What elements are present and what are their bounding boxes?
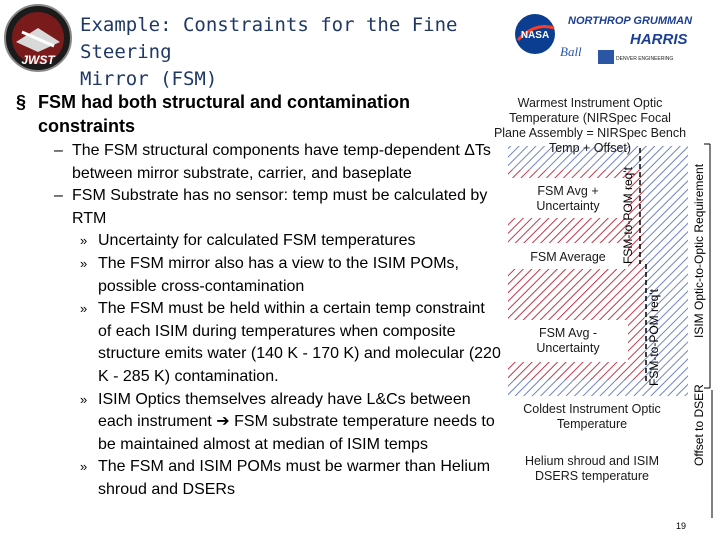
temperature-constraint-diagram <box>493 88 720 540</box>
isim-optic-req-label: ISIM Optic-to-Optic Requirement <box>692 163 706 338</box>
page-number: 19 <box>676 521 687 531</box>
bullet-marker: – <box>54 187 63 205</box>
bullet-subsub <box>12 456 502 501</box>
right-arrow-icon: ➔ <box>216 413 230 431</box>
header <box>0 0 720 90</box>
ball-logo-text: Ball <box>560 44 582 59</box>
warmest-optic-label: Warmest Instrument Optic Temperature (NIRSpec Focal Plane Assembly = NIRSpec Bench Temp + Offset) <box>493 96 687 155</box>
bullet-subsub-text: FSM substrate temperature needs to be maintained almost at median of ISIM temps <box>98 413 495 453</box>
bullet-sub <box>12 185 502 230</box>
slide-title <box>80 12 510 93</box>
bullet-main-text: FSM had both structural and contamination constraints <box>38 92 411 136</box>
bullet-subsub <box>12 230 502 253</box>
helium-shroud-label: Helium shroud and ISIM DSERS temperature <box>524 454 660 483</box>
harris-logo-text: HARRIS <box>630 31 688 48</box>
fsm-pom-req-lower-label: FSM-to-POM req't <box>647 289 661 386</box>
bullet-marker: – <box>54 142 63 159</box>
bullet-subsub <box>12 298 502 388</box>
northrop-logo-text: NORTHROP GRUMMAN <box>568 15 693 27</box>
bullet-sub <box>12 140 502 185</box>
bullet-list <box>12 90 502 502</box>
denver-logo-text: DENVER ENGINEERING <box>616 56 674 62</box>
bullet-subsub-text: The FSM and ISIM POMs must be warmer than Helium shroud and DSERs <box>98 458 491 498</box>
fsm-avg-plus-label: FSM Avg + Uncertainty <box>536 184 600 213</box>
nasa-logo-text: NASA <box>520 30 550 41</box>
jwst-logo-text: JWST <box>21 53 55 67</box>
bullet-main <box>12 90 502 138</box>
partner-logos <box>510 4 720 78</box>
fsm-pom-req-upper-label: FSM-to-POM req't <box>621 167 635 264</box>
bullet-subsub-text: ISIM Optics themselves already have L&Cs between each instrument <box>98 390 471 431</box>
bullet-sub-text: FSM Substrate has no sensor: temp must be calculated by RTM <box>72 187 488 227</box>
bullet-marker: § <box>16 92 27 112</box>
bullet-subsub-text: Uncertainty for calculated FSM temperatures <box>98 232 416 250</box>
coldest-optic-label: Coldest Instrument Optic Temperature <box>523 402 661 431</box>
fsm-average-label: FSM Average <box>530 250 606 264</box>
bullet-subsub-text: The FSM mirror also has a view to the ISIM POMs, possible cross-contamination <box>98 254 459 295</box>
bullet-marker: » <box>80 391 88 407</box>
fsm-avg-minus-label: FSM Avg - Uncertainty <box>536 326 600 355</box>
bullet-marker: » <box>80 301 88 317</box>
nasa-logo <box>515 14 555 54</box>
slide-title-line1: Example: Constraints for the Fine Steering <box>80 14 458 63</box>
bullet-marker: » <box>80 255 88 271</box>
slide-title-line2: Mirror (FSM) <box>80 68 218 90</box>
bullet-subsub <box>12 253 502 298</box>
bullet-subsub-text: The FSM must be held within a certain temp constraint of each ISIM during temperatures when composite structure emits water (140 K - 170 K) and molecular (220 K - 285 K) contamination. <box>98 300 501 385</box>
bullet-sub-text: The FSM structural components have temp-dependent ΔTs between mirror substrate, carrier, and baseplate <box>72 142 491 182</box>
bullet-marker: » <box>80 233 88 249</box>
bullet-subsub <box>12 389 502 457</box>
offset-to-dser-label: Offset to DSER <box>692 384 706 466</box>
jwst-logo <box>2 2 74 74</box>
bullet-marker: » <box>80 459 88 475</box>
